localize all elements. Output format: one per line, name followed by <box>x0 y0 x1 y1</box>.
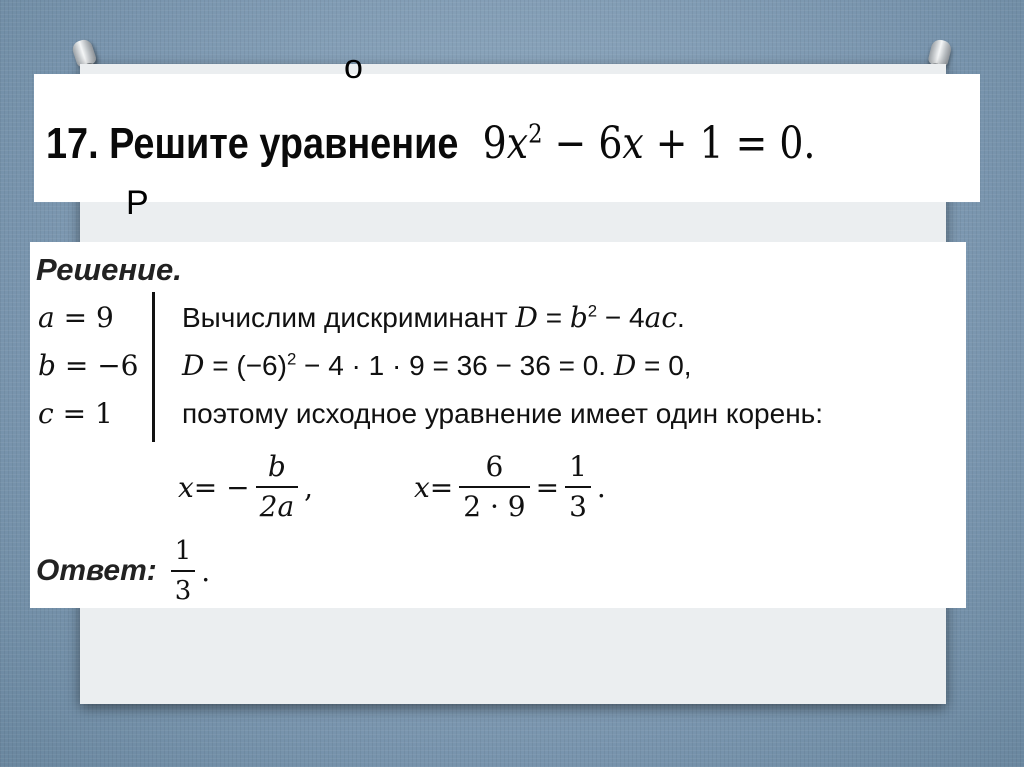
answer-label: Ответ: <box>36 554 157 587</box>
problem-number: 17. <box>46 119 99 168</box>
given-a: a = 9 <box>38 301 114 334</box>
solution-panel <box>30 242 966 608</box>
solution-steps <box>182 294 823 438</box>
fraction-one-third: $\frac{1}{3}$ <box>565 450 591 524</box>
fraction-6-over-18: $\frac{6}{2 \cdot 9}$ <box>459 450 529 524</box>
given-c: c = 1 <box>38 397 113 430</box>
given-b: b = −6 <box>38 349 139 382</box>
title-cut-bottom-fragment: Р <box>126 184 149 222</box>
root-formula-general: x = − $\frac{b}{2a}$ , <box>178 450 314 523</box>
title-strip <box>34 48 980 222</box>
fraction-b-over-2a: $\frac{b}{2a}$ <box>256 450 299 524</box>
step-discriminant-formula: Вычислим дискриминант $D = b^2 - 4ac$. <box>182 301 685 334</box>
step-conclusion: поэтому исходное уравнение имеет один корень: <box>182 398 824 429</box>
answer-row: Ответ: $\frac{1}{3}$ . <box>36 536 211 606</box>
solution-heading: Решение. <box>36 252 182 287</box>
given-divider <box>152 292 155 442</box>
problem-equation: $9x^2 - 6x + 1 = 0$. <box>482 118 816 169</box>
step-discriminant-value: $D = (-6)^2 - 4 \cdot 1 \cdot 9 = 36 - 36 = 0$. D = 0, <box>182 349 692 382</box>
title-cut-top-fragment: о <box>344 48 363 86</box>
root-formula-computed: x = $\frac{6}{2 \cdot 9}$ = $\frac{1}{3}$ . <box>414 450 606 523</box>
problem-title <box>46 118 815 169</box>
answer-fraction: $\frac{1}{3}$ <box>171 534 196 608</box>
given-coefficients <box>38 294 156 438</box>
problem-instruction: Решите уравнение <box>109 119 459 168</box>
